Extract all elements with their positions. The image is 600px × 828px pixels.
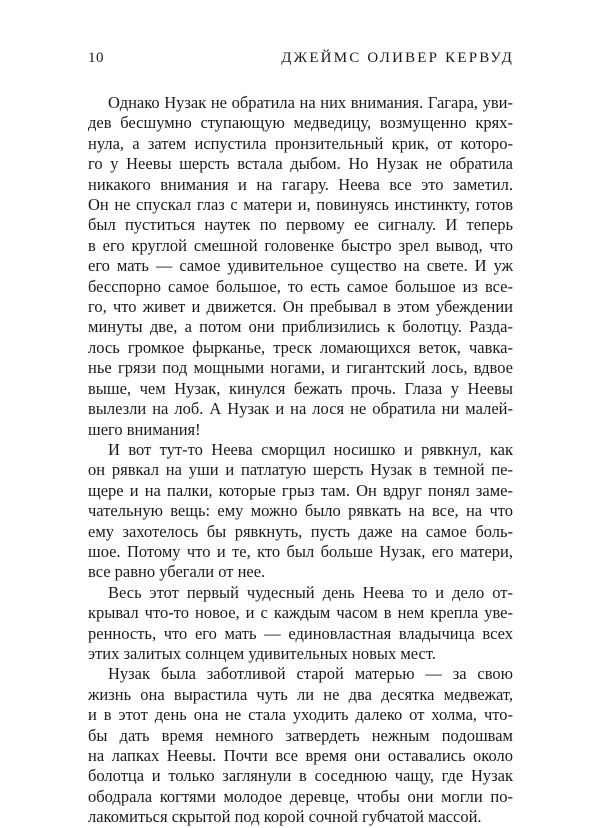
text-line: он рявкал на уши и патлатую шерсть Нузак в темной пе-	[88, 460, 513, 480]
page-number: 10	[88, 50, 104, 66]
text-line: в его круглой смешной головенке быстро зрел вывод, что	[88, 235, 513, 255]
text-line: ободрала когтями молодое деревце, чтобы они могли по-	[88, 786, 513, 806]
text-line: жизнь она вырастила чуть ли не два десятка медвежат,	[88, 684, 513, 704]
text-line: шего внимания!	[88, 419, 201, 439]
text-line: Весь этот первый чудесный день Неева то и дело от-	[108, 582, 513, 602]
paragraph	[88, 664, 513, 827]
text-line: ему захотелось бы рявкнуть, пусть даже на самое боль-	[88, 521, 513, 541]
text-line: и в этот день она не стала уходить далеко от холма, что-	[88, 705, 513, 725]
text-line: И вот тут-то Неева сморщил носишко и рявкнул, как	[108, 439, 513, 459]
text-line: нула, а затем испустила пронзительный крик, от которо-	[88, 133, 513, 153]
page-header	[88, 50, 514, 72]
text-line: го, что живет и движется. Он пребывал в этом убеждении	[88, 297, 513, 317]
text-line: болотца и только заглянули в соседнюю чащу, где Нузак	[88, 766, 513, 786]
paragraph	[88, 583, 513, 665]
body-text	[88, 93, 513, 828]
text-line: был пуститься наутек по первому ее сигналу. И теперь	[88, 215, 513, 235]
text-line: все равно убегали от нее.	[88, 562, 266, 582]
text-line: нье грязи под мощными ногами, и гигантский лось, вдвое	[88, 358, 513, 378]
text-line: Он не спускал глаз с матери и, повинуясь инстинкту, готов	[88, 195, 513, 215]
text-line: шое. Потому что и те, кто был больше Нузак, его матери,	[88, 541, 513, 561]
text-line: щере и на палки, которые грыз там. Он вдруг понял заме-	[88, 480, 513, 500]
text-line: го у Неевы шерсть встала дыбом. Но Нузак не обратила	[88, 154, 513, 174]
text-line: дев бесшумно ступающую медведицу, возмущенно крях-	[88, 113, 513, 133]
text-line: никакого внимания и на гагару. Неева все это заметил.	[88, 174, 513, 194]
text-line: бесспорно самое большое, то есть самое большое из все-	[88, 276, 513, 296]
text-line: выше, чем Нузак, кинулся бежать прочь. Глаза у Неевы	[88, 378, 513, 398]
text-line: лось громкое фырканье, треск ломающихся веток, чавка-	[88, 337, 513, 357]
paragraph	[88, 440, 513, 583]
text-line: минуты две, а потом они приблизились к болотцу. Разда-	[88, 317, 513, 337]
text-line: вылезли на лоб. А Нузак и на лося не обратила ни малей-	[88, 399, 513, 419]
text-line: этих залитых солнцем удивительных новых мест.	[88, 643, 436, 663]
text-line: ренность, что его мать — единовластная владычица всех	[88, 623, 513, 643]
text-line: крывал что-то новое, и с каждым часом в нем крепла уве-	[88, 603, 513, 623]
text-line: лакомиться скрытой под корой сочной губчатой массой.	[88, 807, 482, 827]
running-head-author: ДЖЕЙМС ОЛИВЕР КЕРВУД	[281, 50, 514, 66]
text-line: чательную вещь: ему можно было рявкать на все, на что	[88, 501, 513, 521]
text-line: его мать — самое удивительное существо на свете. И уж	[88, 256, 513, 276]
paragraph	[88, 93, 513, 440]
text-line: на лапках Неевы. Почти все время они оставались около	[88, 746, 513, 765]
text-line: Однако Нузак не обратила на них внимания. Гагара, уви-	[108, 93, 513, 112]
text-line: бы дать время немного затвердеть нежным подошвам	[88, 725, 513, 745]
text-line: Нузак была заботливой старой матерью — за свою	[108, 664, 513, 684]
